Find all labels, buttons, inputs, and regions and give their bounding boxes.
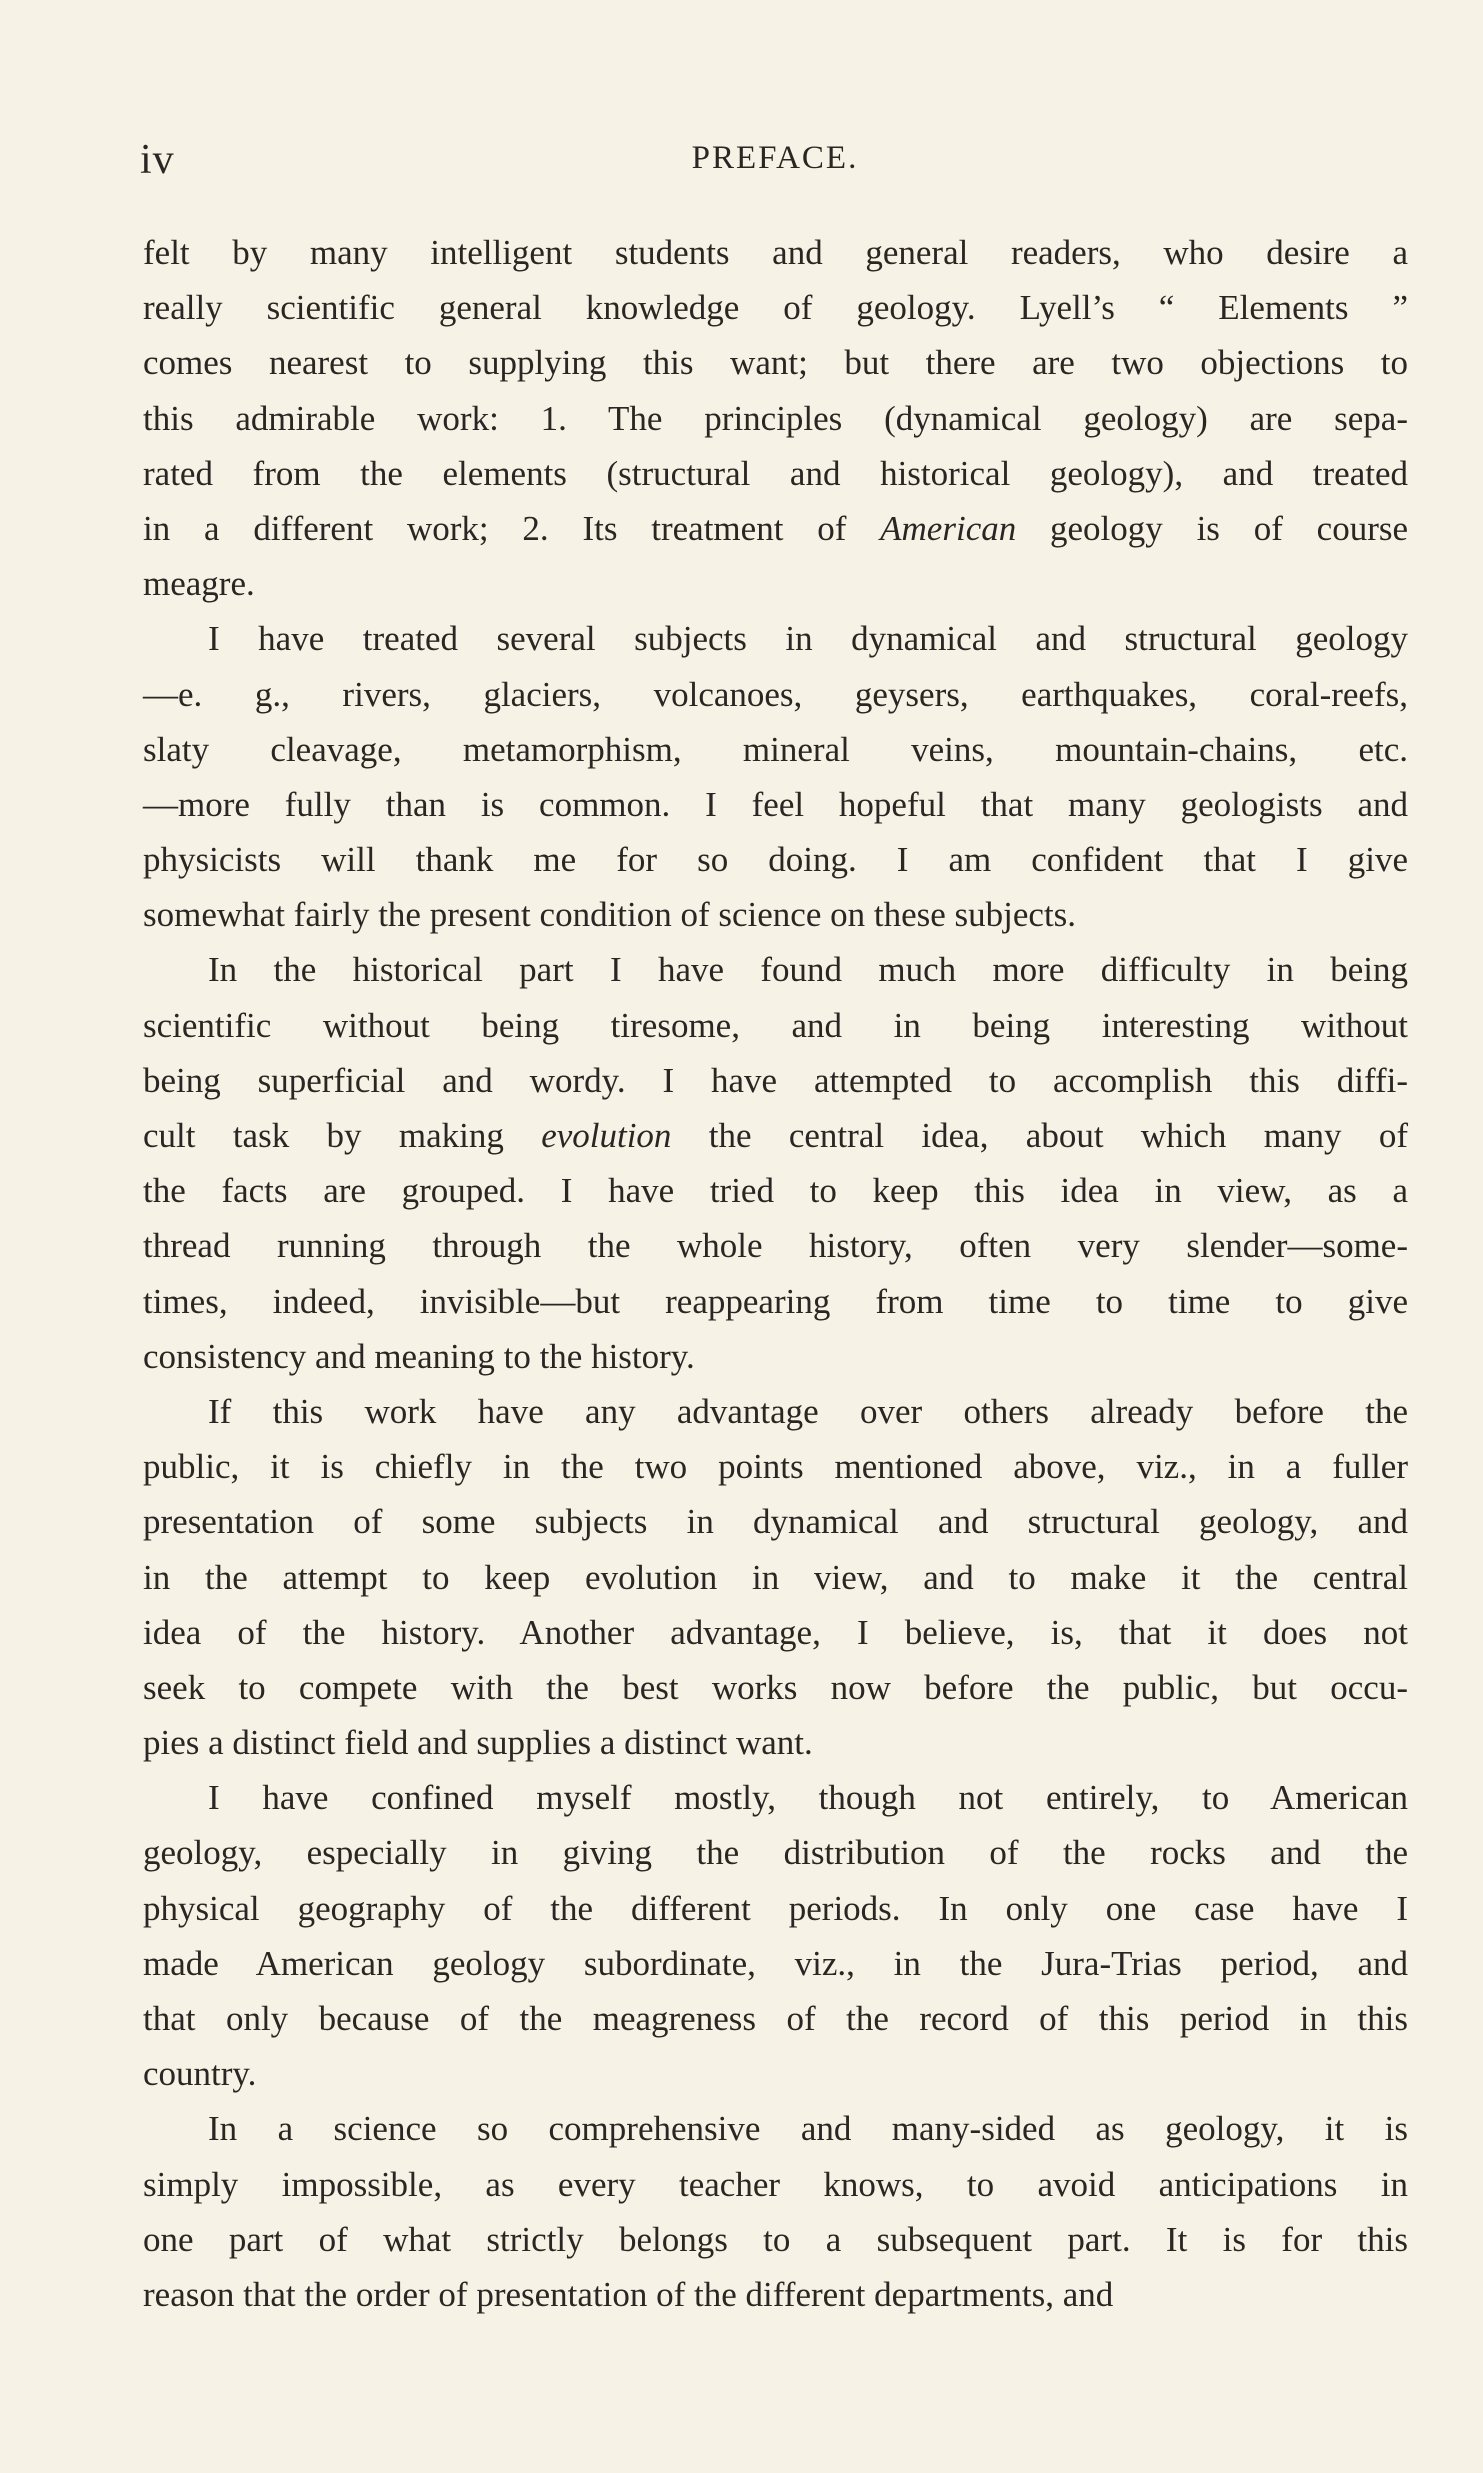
text-line: In the historical part I have found much more difficulty in being: [208, 950, 1408, 990]
paragraph: [143, 942, 1408, 1384]
paragraph: [143, 225, 1408, 611]
text-line: simply impossible, as every teacher knows, to avoid anticipations in: [143, 2164, 1408, 2204]
paragraph: [143, 1384, 1408, 1770]
text-line: really scientific general knowledge of geology. Lyell’s “ Elements ”: [143, 288, 1408, 328]
text-segment: the central idea, about which many of: [671, 1116, 1408, 1155]
text-line: physical geography of the different periods. In only one case have I: [143, 1888, 1408, 1928]
text-line: thread running through the whole history, often very slender—some-: [143, 1226, 1408, 1266]
text-line: meagre.: [143, 564, 255, 604]
text-segment: geology is of course: [1016, 508, 1408, 548]
text-line: reason that the order of presentation of the different departments, and: [143, 2274, 1114, 2314]
italic-term: American: [880, 508, 1017, 548]
text-line: [143, 1108, 1408, 1163]
text-line: scientific without being tiresome, and in being interesting without: [143, 1005, 1408, 1045]
text-line: somewhat fairly the present condition of science on these subjects.: [143, 895, 1077, 935]
text-line: presentation of some subjects in dynamical and structural geology, and: [143, 1502, 1408, 1542]
italic-term: evolution: [541, 1116, 672, 1155]
text-line: physicists will thank me for so doing. I am confident that I give: [143, 840, 1408, 880]
text-line: rated from the elements (structural and historical geology), and treated: [143, 453, 1408, 493]
text-line: being superficial and wordy. I have attempted to accomplish this diffi-: [143, 1060, 1408, 1100]
text-line: In a science so comprehensive and many-sided as geology, it is: [208, 2109, 1408, 2149]
page-header: [140, 136, 1410, 196]
text-line: I have confined myself mostly, though not entirely, to American: [208, 1778, 1408, 1818]
text-line: one part of what strictly belongs to a subsequent part. It is for this: [143, 2219, 1408, 2259]
text-line: the facts are grouped. I have tried to keep this idea in view, as a: [143, 1171, 1408, 1211]
text-line: made American geology subordinate, viz., in the Jura-Trias period, and: [143, 1943, 1408, 1983]
text-line: seek to compete with the best works now before the public, but occu-: [143, 1667, 1408, 1707]
text-line: If this work have any advantage over others already before the: [208, 1391, 1408, 1431]
preface-body: [143, 225, 1408, 2322]
page-number: iv: [140, 137, 175, 183]
text-line: geology, especially in giving the distribution of the rocks and the: [143, 1833, 1408, 1873]
text-line: [143, 501, 1408, 556]
text-line: I have treated several subjects in dynamical and structural geology: [208, 619, 1408, 659]
text-line: country.: [143, 2054, 257, 2094]
text-line: —more fully than is common. I feel hopeful that many geologists and: [143, 784, 1408, 824]
text-segment: cult task by making: [143, 1116, 542, 1155]
text-line: in the attempt to keep evolution in view, and to make it the central: [143, 1557, 1408, 1597]
text-line: consistency and meaning to the history.: [143, 1336, 695, 1376]
text-line: —e. g., rivers, glaciers, volcanoes, geysers, earthquakes, coral-reefs,: [143, 674, 1408, 714]
text-line: idea of the history. Another advantage, I believe, is, that it does not: [143, 1612, 1408, 1652]
paragraph: [143, 611, 1408, 942]
text-line: times, indeed, invisible—but reappearing from time to time to give: [143, 1281, 1408, 1321]
text-line: that only because of the meagreness of the record of this period in this: [143, 1999, 1408, 2038]
text-line: felt by many intelligent students and general readers, who desire a: [143, 233, 1408, 272]
text-line: this admirable work: 1. The principles (dynamical geology) are sepa-: [143, 398, 1408, 438]
running-head: PREFACE.: [691, 140, 859, 176]
paragraph: [143, 2101, 1408, 2322]
text-segment: in a different work; 2. Its treatment of: [143, 508, 881, 548]
paragraph: [143, 1770, 1408, 2101]
text-line: public, it is chiefly in the two points mentioned above, viz., in a fuller: [143, 1447, 1408, 1487]
text-line: slaty cleavage, metamorphism, mineral veins, mountain-chains, etc.: [143, 729, 1408, 769]
text-line: pies a distinct field and supplies a distinct want.: [143, 1723, 813, 1763]
text-line: comes nearest to supplying this want; but there are two objections to: [143, 343, 1408, 383]
